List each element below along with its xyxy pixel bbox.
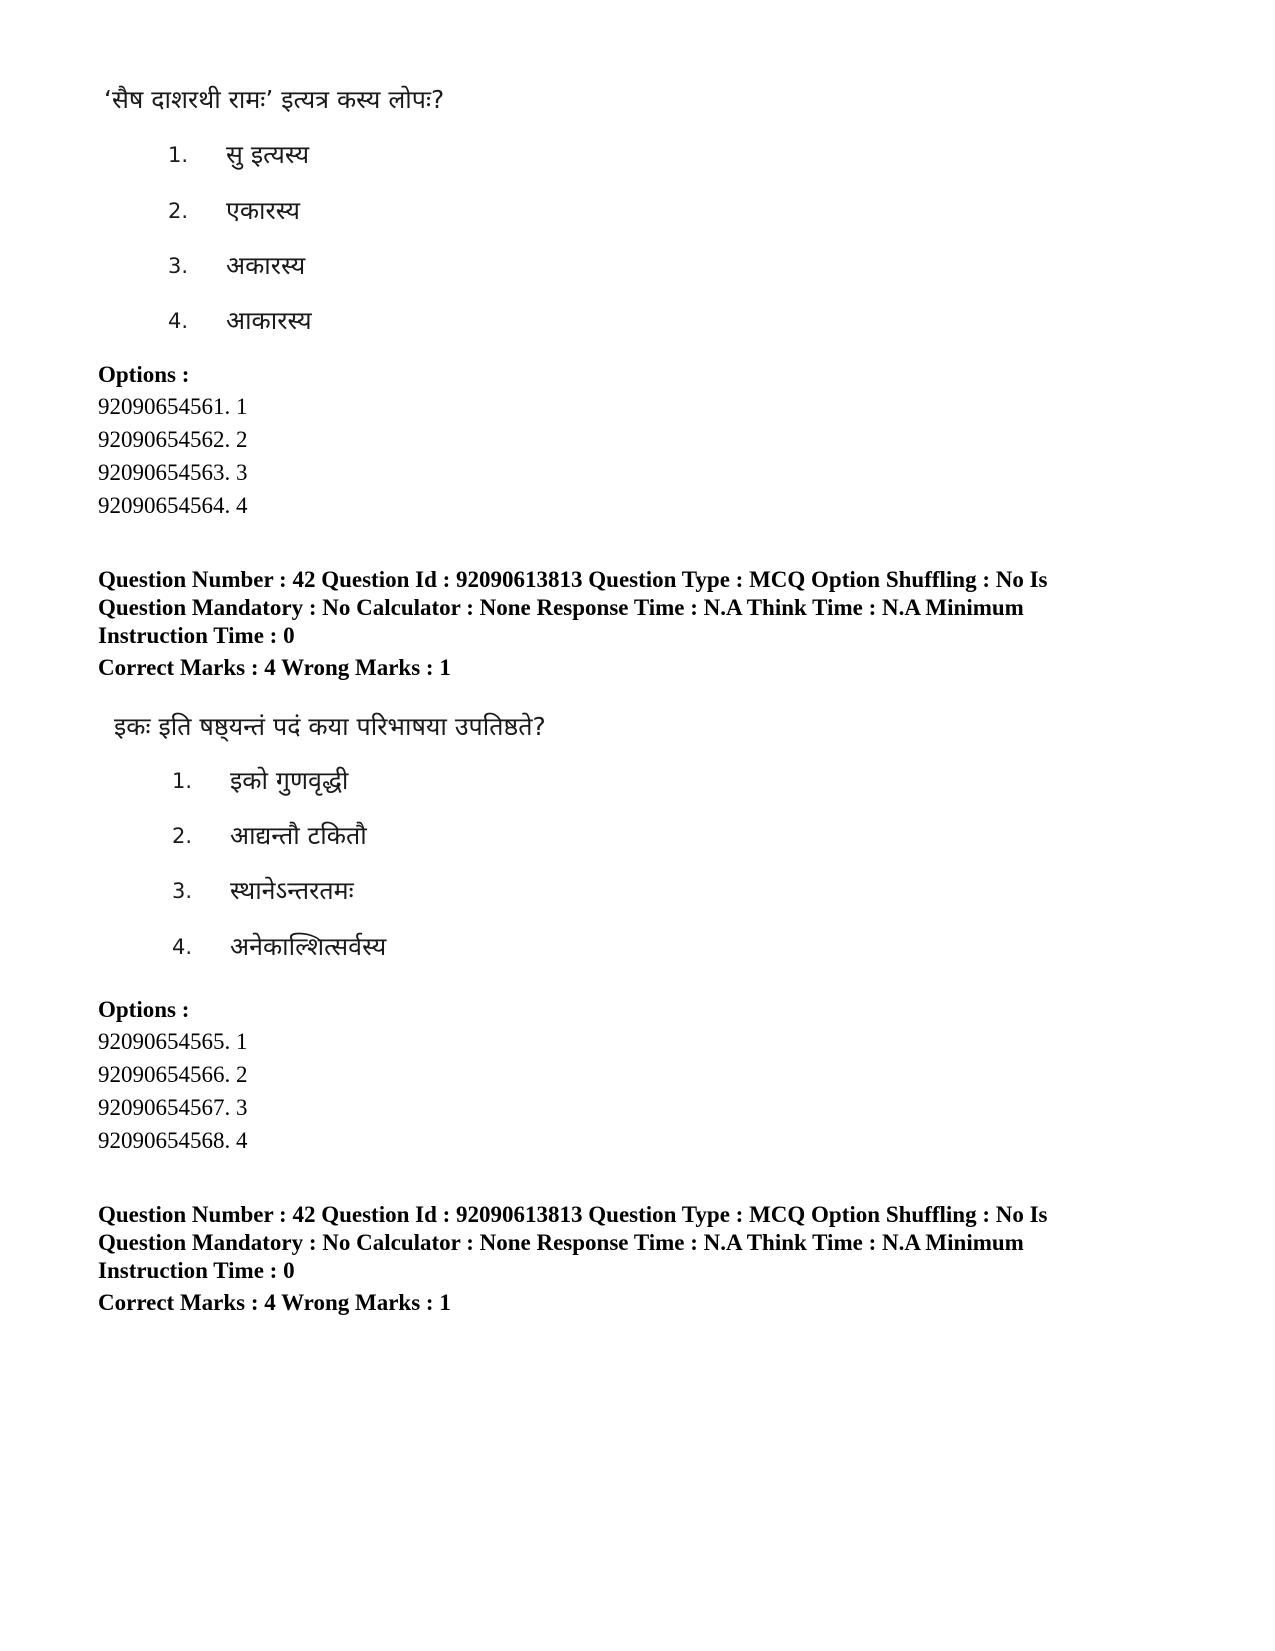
choice-number: 3. (168, 254, 189, 278)
meta-line: Question Mandatory : No Calculator : None Response Time : N.A Think Time : N.A Minimum (98, 595, 1024, 620)
choice-label: स्थानेऽन्तरतमः (230, 876, 354, 905)
option-line: 92090654561. 1 (98, 394, 248, 419)
choice-label: सु इत्यस्य (226, 140, 310, 169)
choice-label: एकारस्य (226, 196, 300, 225)
meta-line: Question Mandatory : No Calculator : None Response Time : N.A Think Time : N.A Minimum (98, 1230, 1024, 1255)
options-heading: Options : (98, 362, 190, 387)
marks-line: Correct Marks : 4 Wrong Marks : 1 (98, 1290, 451, 1315)
choice-label: आद्यन्तौ टकितौ (230, 821, 367, 850)
choice-number: 1. (168, 143, 189, 167)
option-line: 92090654563. 3 (98, 460, 248, 485)
choice-number: 4. (168, 309, 189, 333)
option-line: 92090654564. 4 (98, 493, 248, 518)
meta-line: Instruction Time : 0 (98, 623, 295, 648)
meta-line: Question Number : 42 Question Id : 92090613813 Question Type : MCQ Option Shuffling : No Is (98, 1202, 1048, 1227)
choice-label: अनेकाल्शित्सर्वस्य (230, 932, 387, 961)
choice-label: आकारस्य (226, 306, 312, 335)
option-line: 92090654565. 1 (98, 1029, 248, 1054)
marks-line: Correct Marks : 4 Wrong Marks : 1 (98, 655, 451, 680)
choice-number: 4. (172, 935, 193, 959)
option-line: 92090654562. 2 (98, 427, 248, 452)
question-text: इकः इति षष्ठ्यन्तं पदं कया परिभाषया उपतिष्ठते? (114, 712, 546, 741)
meta-line: Question Number : 42 Question Id : 92090613813 Question Type : MCQ Option Shuffling : No Is (98, 567, 1048, 592)
choice-number: 3. (172, 879, 193, 903)
choice-label: अकारस्य (226, 251, 306, 280)
choice-label: इको गुणवृद्धी (230, 766, 349, 795)
options-heading: Options : (98, 997, 190, 1022)
option-line: 92090654568. 4 (98, 1128, 248, 1153)
question-text: ‘सैष दाशरथी रामः’ इत्यत्र कस्य लोपः? (104, 85, 445, 114)
meta-line: Instruction Time : 0 (98, 1258, 295, 1283)
choice-number: 1. (172, 769, 193, 793)
option-line: 92090654567. 3 (98, 1095, 248, 1120)
question-meta (98, 1201, 1198, 1317)
question-meta (98, 566, 1198, 682)
choice-number: 2. (168, 199, 189, 223)
choice-number: 2. (172, 824, 193, 848)
option-line: 92090654566. 2 (98, 1062, 248, 1087)
